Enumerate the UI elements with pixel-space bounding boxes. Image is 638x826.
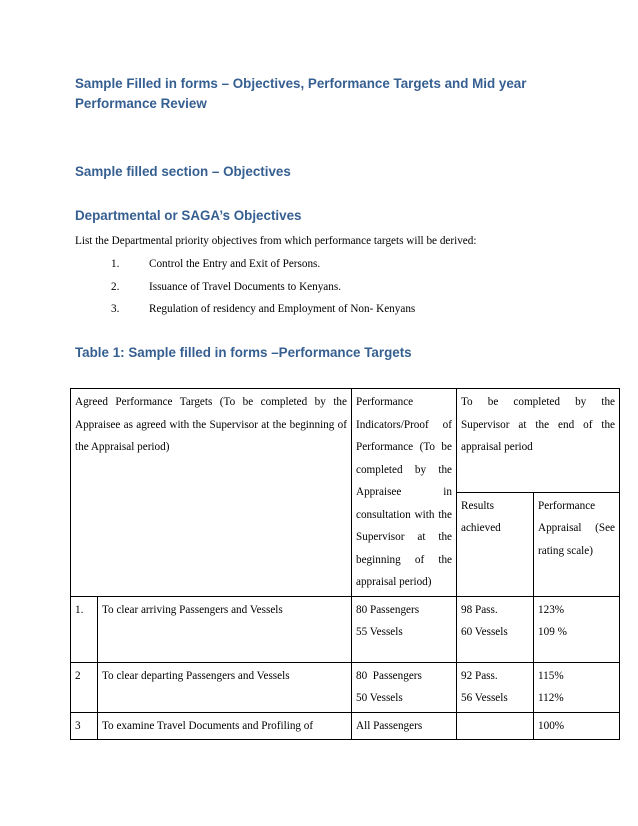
appraisal-line: 115% — [538, 669, 564, 682]
header-performance-indicators: Performance Indicators/Proof of Performance (To be completed by the Appraisee in consultation with the Supervisor at the beginning of the appraisal period) — [352, 389, 457, 597]
header-results-achieved: Results achieved — [457, 492, 534, 596]
row-indicators — [352, 662, 457, 712]
header-performance-appraisal: Performance Appraisal (See rating scale) — [534, 492, 620, 596]
appraisal-line: 112% — [538, 692, 564, 704]
indicator-line: 50 Vessels — [356, 692, 403, 704]
objective-text: Control the Entry and Exit of Persons. — [149, 258, 321, 270]
objective-number: 2. — [111, 281, 120, 293]
table-row — [71, 712, 620, 740]
row-number: 3 — [71, 712, 98, 740]
indicator-line: All Passengers — [356, 719, 423, 732]
row-appraisal — [534, 596, 620, 662]
result-line: 98 Pass. — [461, 603, 498, 616]
row-target: To examine Travel Documents and Profiling of — [98, 712, 352, 740]
objectives-intro-text: List the Departmental priority objectives from which performance targets will be derived: — [75, 235, 477, 247]
table-title-heading: Table 1: Sample filled in forms –Performance Targets — [75, 345, 412, 360]
indicator-line: 80 Passengers — [356, 669, 422, 682]
row-number: 2 — [71, 662, 98, 712]
table-row — [71, 662, 620, 712]
row-results — [457, 712, 534, 740]
appraisal-line: 100% — [538, 719, 565, 732]
table-header-row — [71, 389, 620, 493]
result-line: 92 Pass. — [461, 669, 498, 682]
header-supervisor-section: To be completed by the Supervisor at the end of the appraisal period — [457, 389, 620, 493]
departmental-objectives-heading: Departmental or SAGA’s Objectives — [75, 208, 302, 223]
header-agreed-targets: Agreed Performance Targets (To be completed by the Appraisee as agreed with the Supervisor at the beginning of the Appraisal period) — [71, 389, 352, 597]
row-number: 1. — [71, 596, 98, 662]
appraisal-line: 123% — [538, 603, 565, 616]
row-appraisal — [534, 712, 620, 740]
table-row — [71, 596, 620, 662]
row-results — [457, 596, 534, 662]
appraisal-line: 109 % — [538, 626, 567, 638]
result-line: 60 Vessels — [461, 626, 508, 638]
row-indicators — [352, 712, 457, 740]
indicator-line: 55 Vessels — [356, 626, 403, 638]
objective-number: 3. — [111, 303, 120, 315]
objectives-section-heading: Sample filled section – Objectives — [75, 164, 291, 179]
objective-number: 1. — [111, 258, 120, 270]
row-target: To clear arriving Passengers and Vessels — [98, 596, 352, 662]
result-line: 56 Vessels — [461, 692, 508, 704]
row-appraisal — [534, 662, 620, 712]
row-indicators — [352, 596, 457, 662]
main-heading: Sample Filled in forms – Objectives, Performance Targets and Mid year Performance Review — [75, 76, 527, 111]
performance-targets-table — [70, 388, 620, 740]
objective-text: Regulation of residency and Employment of Non- Kenyans — [149, 303, 416, 315]
indicator-line: 80 Passengers — [356, 603, 420, 616]
objective-text: Issuance of Travel Documents to Kenyans. — [149, 281, 342, 293]
row-results — [457, 662, 534, 712]
row-target: To clear departing Passengers and Vessels — [98, 662, 352, 712]
